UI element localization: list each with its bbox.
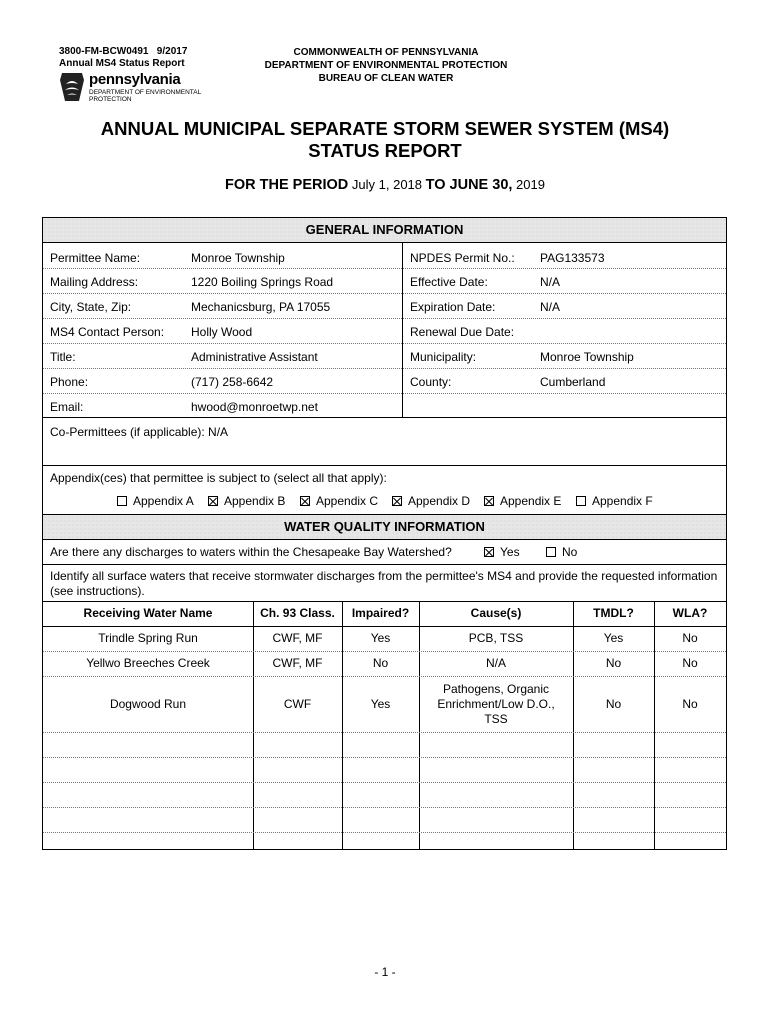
contact-person-field[interactable]: Holly Wood — [191, 325, 253, 339]
logo-subtext: DEPARTMENT OF ENVIRONMENTAL PROTECTION — [89, 89, 201, 103]
row-divider — [43, 343, 726, 344]
general-information-heading: GENERAL INFORMATION — [43, 218, 726, 243]
cause-line: N/A — [485, 656, 506, 670]
appendix-option[interactable] — [576, 494, 653, 508]
appendix-checkbox[interactable] — [208, 496, 218, 506]
table-cell-wla[interactable]: No — [682, 696, 698, 711]
effective-date-label: Effective Date: — [410, 275, 488, 289]
form-header-left — [59, 46, 187, 70]
co-permittees-field[interactable]: Co-Permittees (if applicable): N/A — [50, 425, 229, 439]
expiration-date-label: Expiration Date: — [410, 300, 496, 314]
logo-text: pennsylvania — [89, 71, 181, 88]
row-divider — [43, 393, 726, 394]
report-title — [60, 118, 710, 162]
appendix-checkbox[interactable] — [392, 496, 402, 506]
appendix-checkbox[interactable] — [576, 496, 586, 506]
npdes-permit-field[interactable]: PAG133573 — [540, 251, 605, 265]
chesapeake-no-checkbox[interactable] — [546, 547, 556, 557]
table-row-divider — [43, 651, 726, 652]
expiration-date-field[interactable]: N/A — [540, 300, 561, 314]
title-field[interactable]: Administrative Assistant — [191, 350, 318, 364]
status-report-form — [42, 217, 727, 850]
form-name: Annual MS4 Status Report — [59, 58, 185, 69]
row-divider — [43, 293, 726, 294]
table-cell-tmdl[interactable]: No — [605, 696, 622, 711]
table-cell-tmdl[interactable]: Yes — [603, 631, 624, 645]
table-row-divider — [43, 782, 726, 783]
cause-line: Pathogens, Organic — [442, 681, 550, 696]
table-header-cell: WLA? — [672, 606, 708, 620]
chesapeake-yes-checkbox[interactable] — [484, 547, 494, 557]
table-top-border — [43, 601, 726, 602]
table-header-cell: TMDL? — [593, 606, 634, 620]
row-divider — [43, 368, 726, 369]
table-header-cell: Ch. 93 Class. — [260, 606, 335, 620]
agency-line-3: BUREAU OF CLEAN WATER — [318, 73, 454, 84]
municipality-field[interactable]: Monroe Township — [540, 350, 634, 364]
table-cell-class[interactable]: CWF, MF — [272, 631, 323, 645]
phone-label: Phone: — [50, 375, 89, 389]
period-to-label: TO JUNE 30, — [425, 177, 513, 193]
city-state-zip-field[interactable]: Mechanicsburg, PA 17055 — [191, 300, 331, 314]
table-cell-class[interactable]: CWF — [283, 696, 312, 711]
appendix-option[interactable] — [484, 494, 561, 508]
form-id: 3800-FM-BCW0491 9/2017 — [59, 46, 188, 57]
county-label: County: — [410, 375, 452, 389]
phone-field[interactable]: (717) 258-6642 — [191, 375, 274, 389]
municipality-label: Municipality: — [410, 350, 477, 364]
permittee-name-field[interactable]: Monroe Township — [191, 251, 285, 265]
permittee-name-label: Permittee Name: — [50, 251, 141, 265]
agency-header — [250, 46, 522, 85]
table-cell-tmdl[interactable]: No — [605, 656, 622, 670]
appendix-option[interactable] — [300, 494, 378, 508]
row-divider — [43, 268, 726, 269]
appendix-label: Appendix C — [316, 494, 379, 508]
pa-dep-logo — [59, 72, 219, 106]
appendix-label: Appendix D — [408, 494, 471, 508]
no-label: No — [562, 545, 578, 559]
row-divider — [43, 564, 726, 565]
mailing-address-field[interactable]: 1220 Boiling Springs Road — [191, 275, 334, 289]
identify-waters-instruction-line-1: Identify all surface waters that receive stormwater discharges from the permittee's MS4 and provide the requested information — [50, 569, 718, 583]
keystone-logo-icon — [59, 72, 85, 102]
table-cell-impaired[interactable]: Yes — [370, 696, 391, 711]
table-cell-name[interactable]: Trindle Spring Run — [98, 631, 198, 645]
chesapeake-no-option[interactable] — [546, 545, 577, 559]
table-cell-name[interactable]: Dogwood Run — [109, 696, 187, 711]
email-field[interactable]: hwood@monroetwp.net — [191, 400, 318, 414]
appendix-option[interactable] — [117, 494, 194, 508]
cause-line: PCB, TSS — [468, 631, 524, 645]
city-state-zip-label: City, State, Zip: — [50, 300, 132, 314]
table-header-cell: Cause(s) — [470, 606, 522, 620]
row-divider — [43, 318, 726, 319]
appendix-label: Appendix F — [592, 494, 653, 508]
table-cell-causes[interactable] — [419, 656, 573, 671]
contact-person-label: MS4 Contact Person: — [50, 325, 165, 339]
appendix-prompt: Appendix(ces) that permittee is subject to (select all that apply): — [50, 471, 387, 485]
email-label: Email: — [50, 400, 84, 414]
general-divider — [402, 243, 403, 417]
table-row-divider — [43, 807, 726, 808]
npdes-permit-label: NPDES Permit No.: — [410, 251, 515, 265]
table-cell-name[interactable]: Yellwo Breeches Creek — [86, 656, 210, 670]
appendix-label: Appendix A — [133, 494, 194, 508]
table-header-cell: Impaired? — [351, 606, 410, 620]
appendix-option[interactable] — [392, 494, 470, 508]
cause-line: TSS — [484, 711, 508, 726]
county-field[interactable]: Cumberland — [540, 375, 606, 389]
agency-line-2: DEPARTMENT OF ENVIRONMENTAL PROTECTION — [264, 60, 508, 71]
water-quality-information-heading: WATER QUALITY INFORMATION — [43, 514, 726, 540]
agency-line-1: COMMONWEALTH OF PENNSYLVANIA — [293, 47, 479, 58]
table-header-border — [43, 626, 726, 627]
period-end-year[interactable]: 2019 — [516, 177, 545, 192]
renewal-due-date-label: Renewal Due Date: — [410, 325, 515, 339]
table-cell-causes[interactable] — [419, 631, 573, 646]
title-line-1: ANNUAL MUNICIPAL SEPARATE STORM SEWER SYSTEM (MS4) — [100, 118, 670, 139]
chesapeake-yes-option[interactable] — [484, 545, 520, 559]
appendix-checkbox[interactable] — [300, 496, 310, 506]
yes-label: Yes — [500, 545, 520, 559]
table-row-divider — [43, 676, 726, 677]
identify-waters-instruction-line-2: (see instructions). — [50, 584, 145, 598]
mailing-address-label: Mailing Address: — [50, 275, 139, 289]
appendix-label: Appendix B — [224, 494, 286, 508]
table-cell-wla[interactable]: No — [682, 656, 698, 670]
period-start[interactable]: July 1, 2018 — [351, 177, 423, 192]
title-line-2: STATUS REPORT — [308, 140, 462, 161]
table-cell-wla[interactable]: No — [682, 631, 698, 645]
period-for-label: FOR THE PERIOD — [225, 177, 349, 193]
table-cell-impaired[interactable]: Yes — [370, 631, 391, 645]
effective-date-field[interactable]: N/A — [540, 275, 561, 289]
table-cell-class[interactable]: CWF, MF — [272, 656, 323, 670]
reporting-period — [60, 177, 710, 193]
table-row-divider — [43, 757, 726, 758]
page-number: - 1 - — [374, 965, 396, 979]
table-header-cell: Receiving Water Name — [83, 606, 213, 620]
row-divider — [43, 465, 726, 466]
appendix-checkbox[interactable] — [117, 496, 127, 506]
cause-line: Enrichment/Low D.O., — [437, 696, 555, 711]
table-row-divider — [43, 732, 726, 733]
title-label: Title: — [50, 350, 76, 364]
appendix-label: Appendix E — [500, 494, 562, 508]
chesapeake-question: Are there any discharges to waters within the Chesapeake Bay Watershed? — [50, 545, 452, 559]
table-row-divider — [43, 832, 726, 833]
table-cell-impaired[interactable]: No — [372, 656, 389, 670]
appendix-option[interactable] — [208, 494, 285, 508]
table-cell-causes[interactable] — [419, 682, 573, 727]
appendix-checkbox[interactable] — [484, 496, 494, 506]
row-divider — [43, 417, 726, 418]
